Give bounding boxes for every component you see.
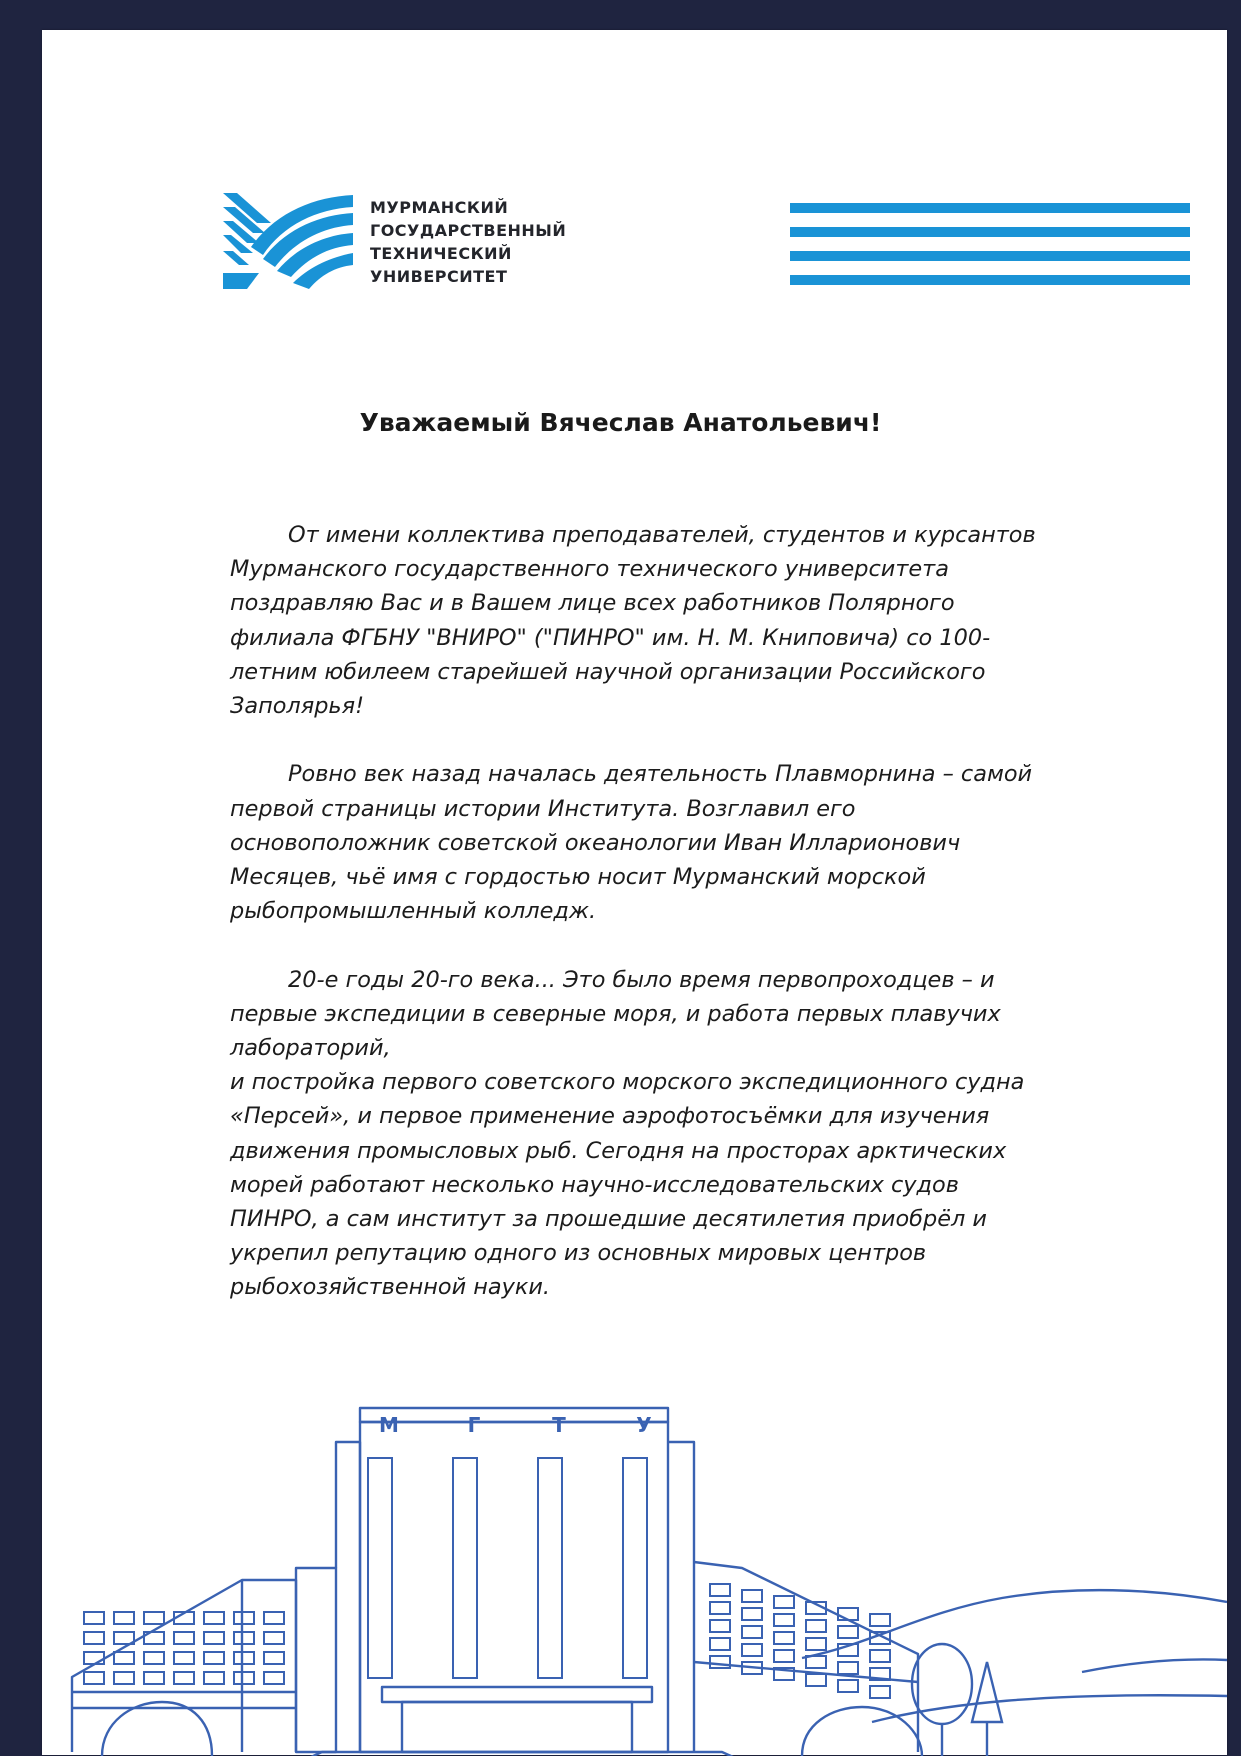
building-window <box>264 1612 284 1624</box>
building-window <box>806 1620 826 1632</box>
building-window <box>870 1686 890 1698</box>
building-window <box>264 1632 284 1644</box>
header-stripe <box>790 203 1190 213</box>
letter-paragraph: Ровно век назад началась деятельность Плавморнина – самой первой страницы истории Института. Возглавил его основоположник советской океанологии Иван Илларионович Месяцев, чьё имя с гордостью носит Мурманский морской рыбопромышленный колледж. <box>230 761 1033 925</box>
building-window <box>838 1662 858 1674</box>
building-window <box>234 1672 254 1684</box>
building-window <box>623 1458 647 1678</box>
university-logo-icon <box>223 193 353 289</box>
building-window <box>742 1608 762 1620</box>
building-window <box>234 1612 254 1624</box>
building-window <box>710 1602 730 1614</box>
building-window <box>234 1632 254 1644</box>
building-window <box>174 1672 194 1684</box>
building-window <box>806 1656 826 1668</box>
building-window <box>538 1458 562 1678</box>
building-window <box>84 1632 104 1644</box>
letter-paragraph: 20-е годы 20-го века... Это было время первопроходцев – и первые экспедиции в северные моря, и работа первых плавучих лабораторий, и постройка первого советского морского экспедиционного судна «Персей», и первое применение аэрофотосъёмки для изучения движения промысловых рыб. Сегодня на просторах арктических морей работают несколько научно-исследовательских судов ПИНРО, а сам институт за прошедшие десятилетия приобрёл и укрепил репутацию одного из основных мировых центров рыбохозяйственной науки. <box>230 966 1025 1301</box>
building-window <box>84 1672 104 1684</box>
letter-paragraph: От имени коллектива преподавателей, студентов и курсантов Мурманского государственного технического университета поздравляю Вас и в Вашем лице всех работников Полярного филиала ФГБНУ "ВНИРО" ("ПИНРО" им. Н. М. Книповича) со 100- летним юбилеем старейшей научной организации Российского Заполярья! <box>230 522 1036 720</box>
university-name <box>370 196 566 288</box>
building-window <box>114 1652 134 1664</box>
building-window <box>774 1614 794 1626</box>
building-window <box>204 1632 224 1644</box>
letter-body <box>230 518 1150 1339</box>
building-window <box>742 1626 762 1638</box>
building-window <box>368 1458 392 1678</box>
header-stripe <box>790 251 1190 261</box>
building-window <box>174 1632 194 1644</box>
building-window <box>204 1672 224 1684</box>
university-name-line: МУРМАНСКИЙ <box>370 198 509 217</box>
building-letter: М <box>379 1413 399 1437</box>
building-window <box>870 1614 890 1626</box>
building-window <box>742 1644 762 1656</box>
building-window <box>114 1672 134 1684</box>
building-window <box>870 1650 890 1662</box>
university-name-line: ТЕХНИЧЕСКИЙ <box>370 244 512 263</box>
building-window <box>838 1680 858 1692</box>
building-letter: Г <box>467 1413 481 1437</box>
university-name-line: УНИВЕРСИТЕТ <box>370 267 508 286</box>
building-letter: У <box>636 1413 652 1437</box>
building-window <box>806 1638 826 1650</box>
building-window <box>144 1612 164 1624</box>
building-window <box>84 1612 104 1624</box>
building-window <box>838 1608 858 1620</box>
header-stripes <box>790 203 1190 289</box>
university-name-line: ГОСУДАРСТВЕННЫЙ <box>370 221 567 240</box>
building-letter: Т <box>552 1413 566 1437</box>
building-window <box>264 1672 284 1684</box>
building-window <box>774 1650 794 1662</box>
building-window <box>710 1584 730 1596</box>
building-window <box>204 1612 224 1624</box>
header-stripe <box>790 227 1190 237</box>
header-stripe <box>790 275 1190 285</box>
greeting-heading: Уважаемый Вячеслав Анатольевич! <box>359 408 882 437</box>
building-window <box>838 1626 858 1638</box>
building-window <box>144 1652 164 1664</box>
building-window <box>710 1656 730 1668</box>
building-window <box>774 1596 794 1608</box>
building-window <box>204 1652 224 1664</box>
building-window <box>114 1612 134 1624</box>
building-window <box>774 1632 794 1644</box>
building-window <box>742 1590 762 1602</box>
building-window <box>234 1652 254 1664</box>
building-window <box>710 1620 730 1632</box>
building-window <box>144 1672 164 1684</box>
building-window <box>84 1652 104 1664</box>
building-window <box>710 1638 730 1650</box>
building-window <box>453 1458 477 1678</box>
building-window <box>264 1652 284 1664</box>
university-building-illustration <box>42 1362 1227 1756</box>
building-window <box>174 1652 194 1664</box>
building-window <box>806 1674 826 1686</box>
